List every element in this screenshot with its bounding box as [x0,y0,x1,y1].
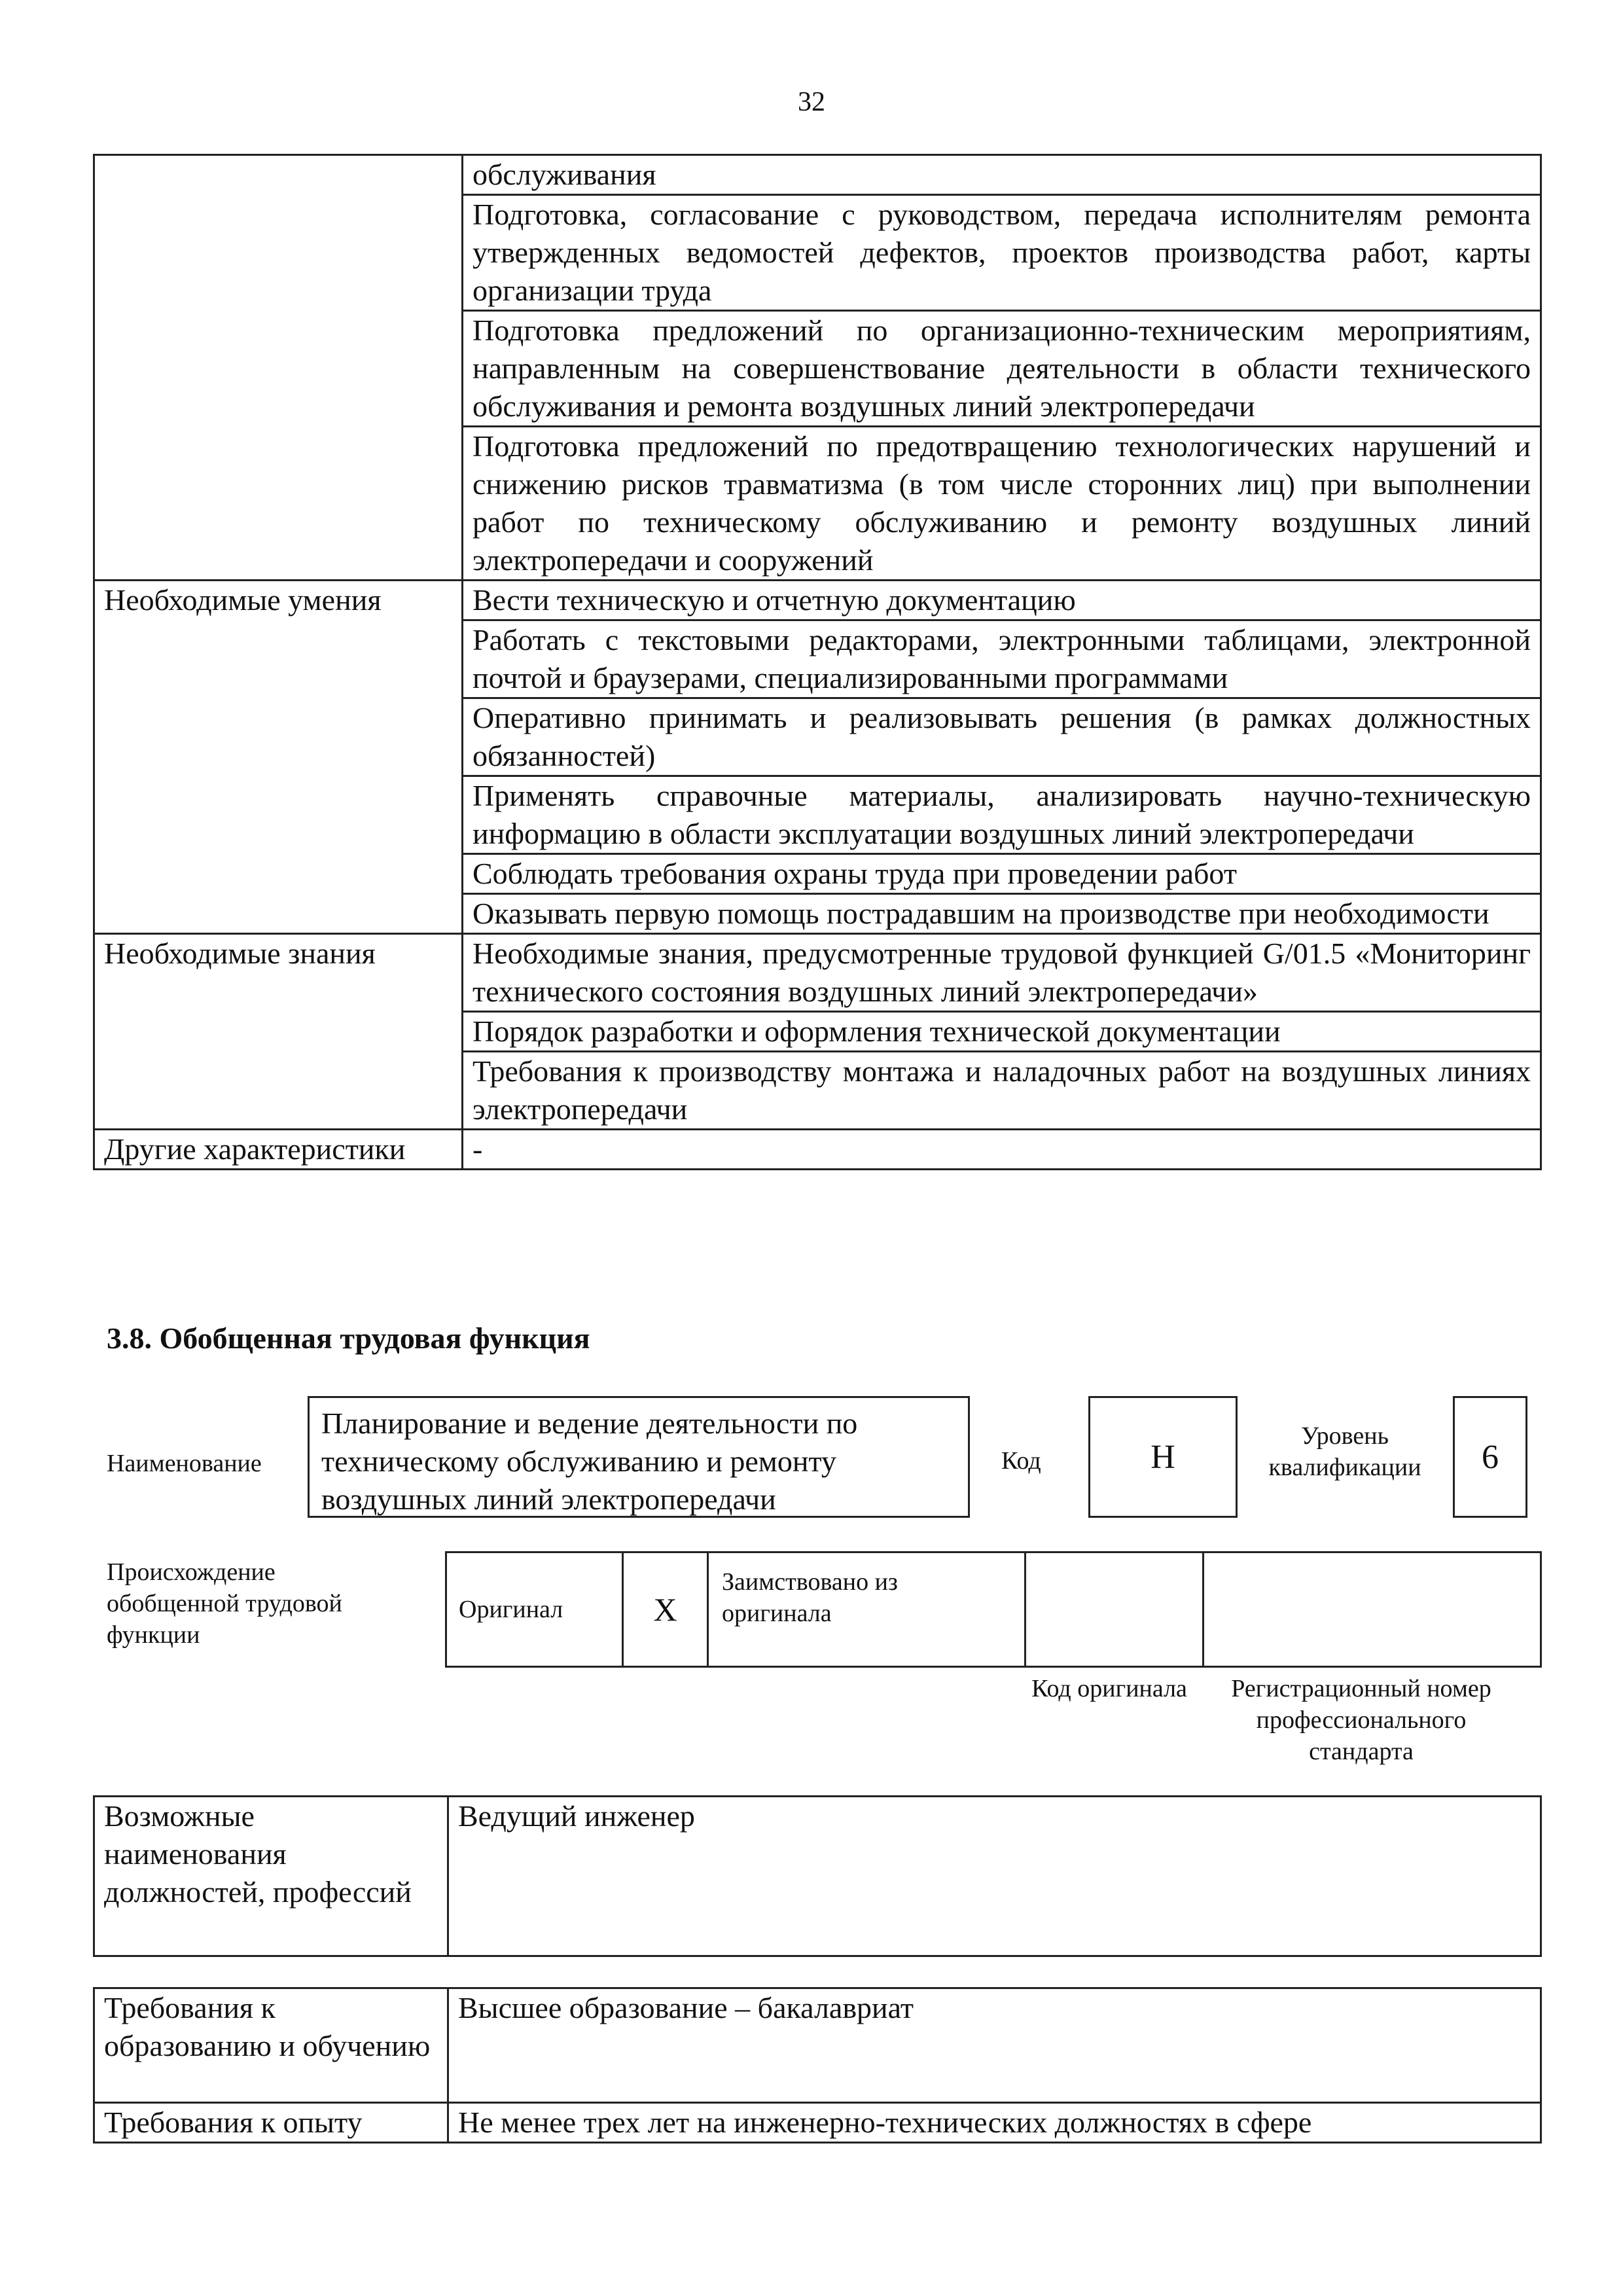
row-item: Оперативно принимать и реализовывать решения (в рамках должностных обязанностей) [463,698,1541,776]
borrowed-label: Заимствовано из оригинала [722,1568,898,1627]
requirement-label: Требования к образованию и обучению [94,1988,448,2103]
requirement-label: Требования к опыту [94,2103,448,2143]
row-group-label: Другие характеристики [94,1130,463,1170]
row-item: Соблюдать требования охраны труда при проведении работ [463,854,1541,894]
row-item: Применять справочные материалы, анализировать научно-техническую информацию в области эксплуатации воздушных линий электропередачи [463,776,1541,854]
origin-label: Происхождение обобщенной трудовой функции [107,1558,342,1649]
origin-row [445,1551,1542,1668]
row-item: Подготовка, согласование с руководством, передача исполнителям ремонта утвержденных ведомостей дефектов, проектов производства работ, карты организации труда [463,195,1541,311]
original-label: Оригинал [459,1596,563,1623]
row-item: Работать с текстовыми редакторами, электронными таблицами, электронной почтой и браузерами, специализированными программами [463,620,1541,698]
qualification-level-box: 6 [1453,1396,1527,1518]
row-item: - [463,1130,1541,1170]
row-group-label: Необходимые знания [94,934,463,1130]
requirement-value: Высшее образование – бакалавриат [448,1988,1541,2103]
row-item: Вести техническую и отчетную документацию [463,581,1541,620]
row-item: Необходимые знания, предусмотренные трудовой функцией G/01.5 «Мониторинг технического состояния воздушных линий электропередачи» [463,934,1541,1012]
row-item: Требования к производству монтажа и наладочных работ на воздушных линиях электропередачи [463,1052,1541,1130]
code-label: Код [1001,1447,1041,1475]
row-item: Подготовка предложений по предотвращению технологических нарушений и снижению рисков травматизма (в том числе сторонних лиц) при выполнении работ по техническому обслуживанию и ремонту воздушных линий электропередачи и сооружений [463,427,1541,581]
name-label: Наименование [107,1450,262,1477]
function-code-box: H [1088,1396,1238,1518]
level-label: Уровень квалификации [1268,1422,1421,1481]
row-item: Порядок разработки и оформления технической документации [463,1012,1541,1052]
requirement-row [94,1988,1541,2103]
row-group-label [94,155,463,581]
row-item: Подготовка предложений по организационно-техническим мероприятиям, направленным на совершенствование деятельности в области технического обслуживания и ремонта воздушных линий электропередачи [463,311,1541,427]
borrowed-cell [709,1553,1026,1666]
original-mark: X [653,1591,677,1628]
original-mark-cell [624,1553,709,1666]
row-item: обслуживания [463,155,1541,195]
row-group-label: Необходимые умения [94,581,463,934]
table-row [94,934,1541,1012]
function-name-box: Планирование и ведение деятельности по техническому обслуживанию и ремонту воздушных линий электропередачи [308,1396,970,1518]
row-item: Оказывать первую помощь пострадавшим на производстве при необходимости [463,894,1541,934]
positions-table [93,1795,1542,1957]
positions-label: Возможные наименования должностей, профессий [94,1797,448,1956]
code-caption: Код оригинала [1031,1675,1187,1702]
original-code-cell [1026,1553,1204,1666]
positions-value: Ведущий инженер [448,1797,1541,1956]
table-row [94,155,1541,195]
registration-caption: Регистрационный номер профессионального стандарта [1231,1675,1491,1765]
table-row [94,581,1541,620]
section-heading: 3.8. Обобщенная трудовая функция [107,1321,590,1355]
original-cell [447,1553,624,1666]
requirement-value: Не менее трех лет на инженерно-технических должностях в сфере [448,2103,1541,2143]
requirements-table [93,1987,1542,2144]
page-number: 32 [798,87,825,117]
requirement-row [94,2103,1541,2143]
registration-number-cell [1204,1553,1540,1666]
characteristics-table [93,154,1542,1170]
table-row [94,1130,1541,1170]
